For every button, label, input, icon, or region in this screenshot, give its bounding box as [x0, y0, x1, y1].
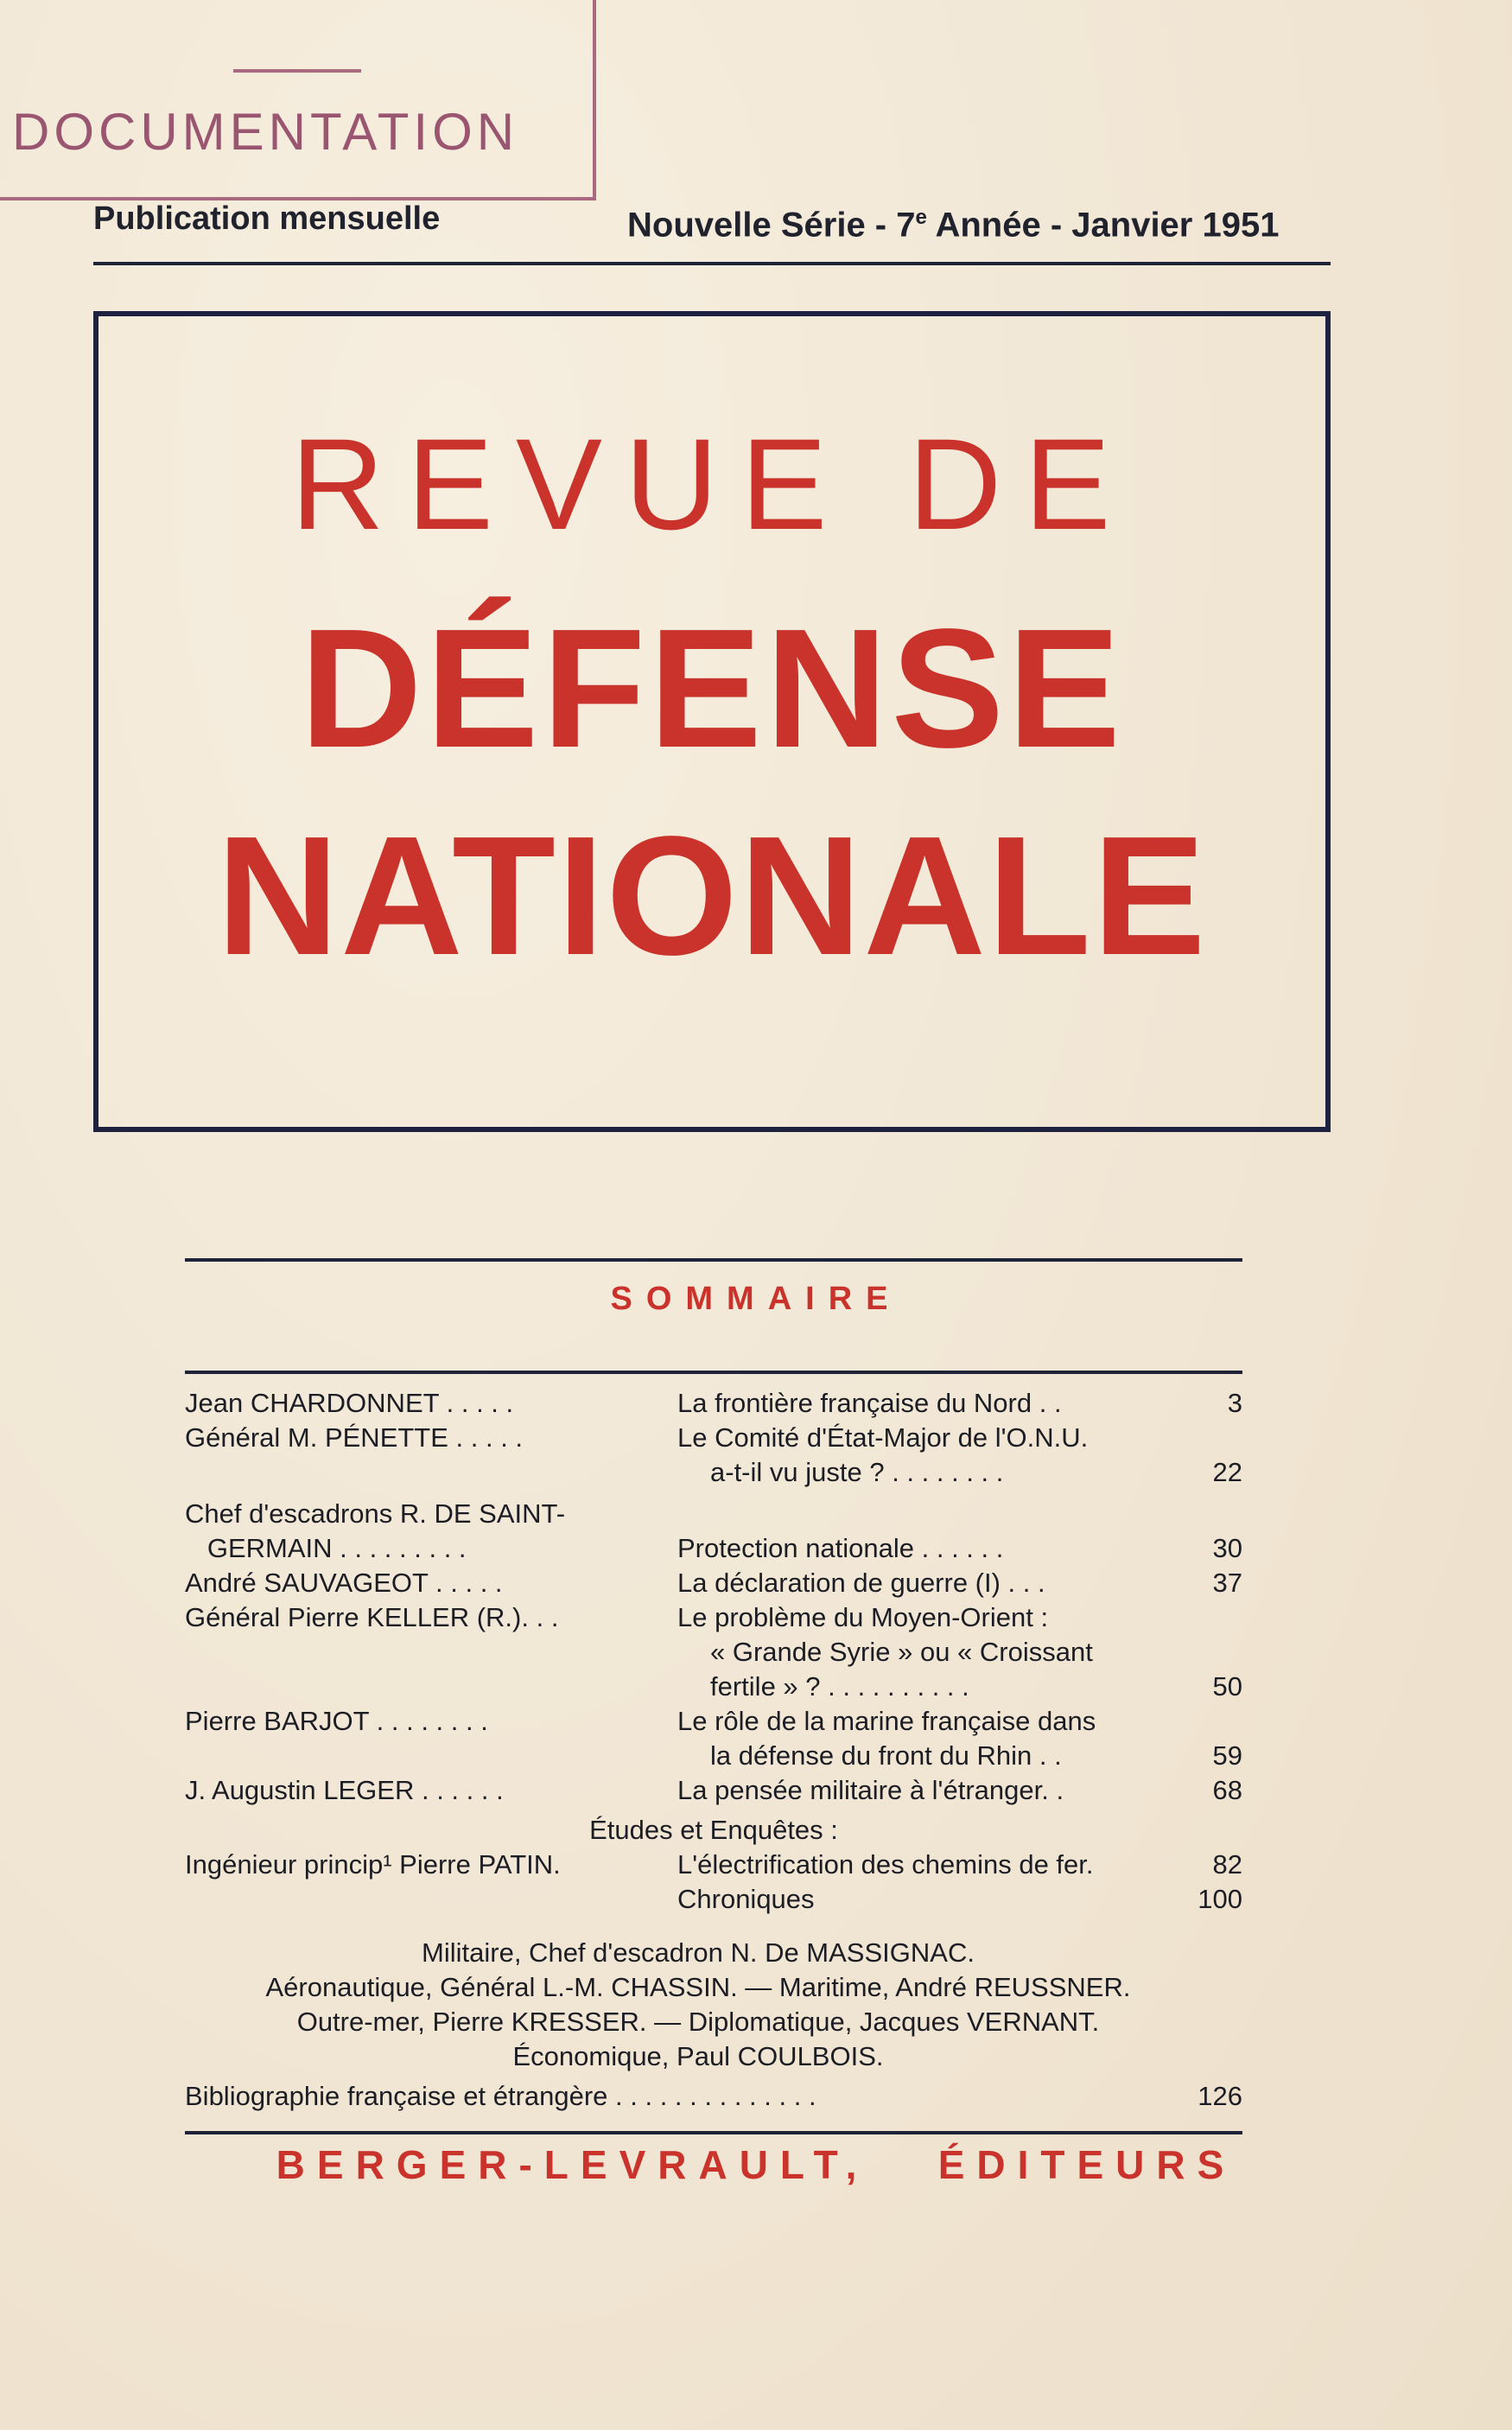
- toc-page: [1161, 1600, 1242, 1635]
- publisher: BERGER-LEVRAULT, ÉDITEURS: [276, 2142, 1236, 2187]
- toc-author: GERMAIN . . . . . . . . .: [185, 1533, 467, 1563]
- bibliographie-label: Bibliographie française et étrangère . . . . . . . . . . . . . .: [185, 2081, 816, 2111]
- header-rule: [93, 262, 1331, 265]
- toc-page: 59: [1212, 1740, 1242, 1771]
- chronique-line: Outre-mer, Pierre KRESSER. — Diplomatique, Jacques VERNANT.: [296, 2007, 1100, 2037]
- etudes-heading: Études et Enquêtes :: [589, 1815, 838, 1845]
- toc-article: L'électrification des chemins de fer.: [677, 1849, 1094, 1880]
- toc-page: 68: [1212, 1775, 1242, 1805]
- toc-author: J. Augustin LEGER . . . . . .: [185, 1775, 504, 1805]
- toc-row: [185, 1739, 1242, 1773]
- issue-info-before: Nouvelle Série - 7: [627, 206, 916, 245]
- chroniques-row: [185, 1882, 1242, 1917]
- toc-article: Protection nationale . . . . . .: [677, 1533, 1004, 1563]
- toc-article: La frontière française du Nord . .: [677, 1388, 1062, 1418]
- toc-author: Ingénieur princip¹ Pierre PATIN.: [185, 1849, 561, 1880]
- bibliographie-page: 126: [1198, 2081, 1242, 2111]
- toc-page: [1161, 1497, 1242, 1531]
- sommaire-top-rule: [185, 1258, 1242, 1262]
- toc-article: Le problème du Moyen-Orient :: [677, 1602, 1049, 1632]
- table-of-contents: [185, 1386, 1242, 1917]
- toc-article: a-t-il vu juste ? . . . . . . . .: [710, 1457, 1004, 1487]
- toc-article: Le Comité d'État-Major de l'O.N.U.: [677, 1422, 1089, 1453]
- toc-row: [185, 1455, 1242, 1490]
- issue-info-sup: e: [915, 206, 927, 229]
- toc-author: Jean CHARDONNET . . . . .: [185, 1388, 514, 1418]
- chronique-line: Économique, Paul COULBOIS.: [512, 2041, 884, 2071]
- title-line-1: REVUE DE: [290, 411, 1134, 557]
- title-line-2: DÉFENSE: [300, 594, 1124, 783]
- toc-page: 3: [1227, 1388, 1242, 1418]
- toc-article: fertile » ? . . . . . . . . . .: [710, 1671, 969, 1702]
- stamp-bar: [233, 69, 361, 73]
- toc-author: [185, 1455, 677, 1490]
- sommaire-heading: SOMMAIRE: [610, 1281, 902, 1317]
- title-box: [93, 311, 1331, 1132]
- toc-article: [677, 1497, 1161, 1531]
- toc-row: [185, 1635, 1242, 1670]
- issue-info-after: Année - Janvier 1951: [926, 206, 1280, 245]
- toc-row: [185, 1773, 1242, 1808]
- toc-row: [185, 1421, 1242, 1455]
- toc-page: [1194, 1635, 1242, 1670]
- toc-page: 37: [1212, 1568, 1242, 1598]
- toc-page: 30: [1212, 1533, 1242, 1563]
- stamp-text: DOCUMENTATION: [12, 103, 519, 161]
- toc-row: [185, 1600, 1242, 1635]
- toc-row: [185, 1670, 1242, 1704]
- toc-article: La pensée militaire à l'étranger. .: [677, 1775, 1064, 1805]
- toc-row: [185, 1704, 1242, 1739]
- toc-article: « Grande Syrie » ou « Croissant: [710, 1637, 1093, 1667]
- toc-row: [185, 1497, 1242, 1531]
- toc-author: [185, 1739, 677, 1773]
- chroniques-heading: Chroniques: [677, 1884, 815, 1914]
- toc-page: 50: [1212, 1671, 1242, 1702]
- toc-row: [185, 1386, 1242, 1421]
- toc-page: [1161, 1421, 1242, 1455]
- toc-row: [185, 1566, 1242, 1600]
- title-line-3: NATIONALE: [216, 801, 1208, 990]
- publisher-rule: [185, 2131, 1242, 2134]
- toc-article: La déclaration de guerre (I) . . .: [677, 1568, 1045, 1598]
- toc-author: [185, 1635, 677, 1670]
- toc-author: Général Pierre KELLER (R.). . .: [185, 1602, 559, 1632]
- toc-page: 22: [1212, 1457, 1242, 1487]
- documentation-stamp: [0, 0, 596, 200]
- toc-top-rule: [185, 1371, 1242, 1374]
- toc-article: la défense du front du Rhin . .: [710, 1740, 1062, 1771]
- chroniques-page: 100: [1198, 1884, 1242, 1914]
- toc-row: [185, 1848, 1242, 1882]
- toc-author: Général M. PÉNETTE . . . . .: [185, 1422, 524, 1453]
- toc-article: Le rôle de la marine française dans: [677, 1706, 1096, 1736]
- chroniques-list: [93, 1936, 1303, 2074]
- toc-author: André SAUVAGEOT . . . . .: [185, 1568, 503, 1598]
- chronique-line: Aéronautique, Général L.-M. CHASSIN. — Maritime, André REUSSNER.: [265, 1972, 1131, 2002]
- toc-page: [1161, 1704, 1242, 1739]
- toc-author: [185, 1670, 677, 1704]
- issue-info: [627, 206, 1279, 245]
- toc-page: 82: [1212, 1849, 1242, 1880]
- toc-author: Pierre BARJOT . . . . . . . .: [185, 1706, 488, 1736]
- bibliographie-row: [185, 2079, 1242, 2114]
- toc-row: [185, 1531, 1242, 1566]
- publication-frequency: Publication mensuelle: [93, 200, 441, 237]
- toc-author: Chef d'escadrons R. DE SAINT-: [185, 1498, 566, 1529]
- chronique-line: Militaire, Chef d'escadron N. De MASSIGNAC.: [422, 1937, 975, 1968]
